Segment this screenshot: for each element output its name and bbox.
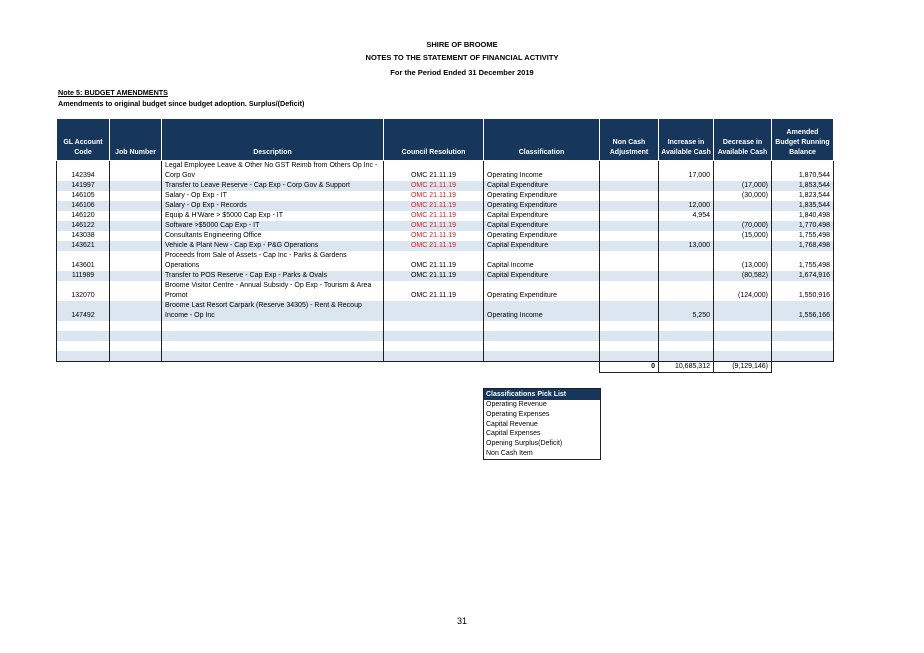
description-cell: Salary - Op Exp - Records <box>162 201 384 211</box>
increase-cell: 13,000 <box>659 241 714 251</box>
table-row <box>57 281 834 301</box>
empty-cell <box>162 351 384 362</box>
gl-code-cell: 146106 <box>57 201 110 211</box>
decrease-cell <box>714 201 772 211</box>
council-resolution-cell <box>384 301 484 321</box>
non-cash-cell <box>600 161 659 182</box>
empty-cell <box>110 321 162 331</box>
classification-cell: Operating Expenditure <box>484 281 600 301</box>
job-number-cell <box>110 201 162 211</box>
non-cash-cell <box>600 181 659 191</box>
increase-cell <box>659 221 714 231</box>
empty-cell <box>714 351 772 362</box>
decrease-cell: (15,000) <box>714 231 772 241</box>
empty-cell <box>162 362 384 373</box>
description-cell: Broome Visitor Centre - Annual Subsidy - Op Exp - Tourism & Area Promot <box>162 281 384 301</box>
balance-cell: 1,755,498 <box>772 251 834 271</box>
gl-code-cell: 142394 <box>57 161 110 182</box>
decrease-cell: (80,582) <box>714 271 772 281</box>
empty-cell <box>772 331 834 341</box>
description-cell: Proceeds from Sale of Assets - Cap Inc - Parks & Gardens Operations <box>162 251 384 271</box>
description-cell: Transfer to POS Reserve - Cap Exp - Parks & Ovals <box>162 271 384 281</box>
job-number-cell <box>110 181 162 191</box>
empty-cell <box>659 341 714 351</box>
council-resolution-cell: OMC 21.11.19 <box>384 201 484 211</box>
council-resolution-cell: OMC 21.11.19 <box>384 161 484 182</box>
non-cash-cell <box>600 191 659 201</box>
empty-cell <box>162 341 384 351</box>
empty-cell <box>484 362 600 373</box>
empty-cell <box>57 321 110 331</box>
empty-cell <box>384 362 484 373</box>
non-cash-cell <box>600 301 659 321</box>
empty-cell <box>772 321 834 331</box>
table-row <box>57 221 834 231</box>
empty-table-row <box>57 321 834 331</box>
empty-cell <box>484 321 600 331</box>
pick-list-item: Operating Expenses <box>486 410 550 418</box>
empty-cell <box>484 331 600 341</box>
empty-cell <box>714 331 772 341</box>
balance-cell: 1,550,916 <box>772 281 834 301</box>
gl-code-cell: 143038 <box>57 231 110 241</box>
report-period: For the Period Ended 31 December 2019 <box>390 68 534 77</box>
non-cash-cell <box>600 281 659 301</box>
empty-cell <box>384 341 484 351</box>
col-increase: Increase in Available Cash <box>659 119 714 161</box>
totals-row <box>57 362 834 373</box>
empty-cell <box>110 351 162 362</box>
classification-cell: Operating Expenditure <box>484 231 600 241</box>
description-cell: Software >$5000 Cap Exp - IT <box>162 221 384 231</box>
total-non-cash: 0 <box>600 362 659 373</box>
empty-cell <box>772 351 834 362</box>
empty-table-row <box>57 351 834 362</box>
classification-cell: Capital Expenditure <box>484 271 600 281</box>
non-cash-cell <box>600 271 659 281</box>
decrease-cell: (30,000) <box>714 191 772 201</box>
report-title: NOTES TO THE STATEMENT OF FINANCIAL ACTIVITY <box>365 53 559 62</box>
pick-list-item: Operating Revenue <box>486 401 547 408</box>
council-resolution-cell: OMC 21.11.19 <box>384 231 484 241</box>
description-cell: Consultants Engineering Office <box>162 231 384 241</box>
empty-table-row <box>57 331 834 341</box>
table-row <box>57 201 834 211</box>
classification-cell: Capital Expenditure <box>484 181 600 191</box>
balance-cell: 1,823,544 <box>772 191 834 201</box>
increase-cell: 4,954 <box>659 211 714 221</box>
description-cell: Broome Last Resort Carpark (Reserve 34305) - Rent & Recoup Income - Op Inc <box>162 301 384 321</box>
council-resolution-cell: OMC 21.11.19 <box>384 211 484 221</box>
job-number-cell <box>110 161 162 182</box>
empty-cell <box>600 331 659 341</box>
increase-cell <box>659 251 714 271</box>
empty-cell <box>714 341 772 351</box>
empty-cell <box>162 331 384 341</box>
decrease-cell <box>714 211 772 221</box>
empty-cell <box>384 351 484 362</box>
decrease-cell: (17,000) <box>714 181 772 191</box>
col-non-cash: Non Cash Adjustment <box>600 119 659 161</box>
pick-list-title: Classifications Pick List <box>484 389 600 400</box>
council-resolution-cell: OMC 21.11.19 <box>384 221 484 231</box>
description-cell: Equip & H'Ware > $5000 Cap Exp - IT <box>162 211 384 221</box>
decrease-cell <box>714 161 772 182</box>
council-resolution-cell: OMC 21.11.19 <box>384 281 484 301</box>
balance-cell: 1,870,544 <box>772 161 834 182</box>
total-decrease: (9,129,146) <box>714 362 772 373</box>
increase-cell <box>659 271 714 281</box>
empty-table-row <box>57 341 834 351</box>
pick-list-item: Capital Revenue <box>486 420 538 428</box>
description-cell: Legal Employee Leave & Other No GST Reimb from Others Op Inc - Corp Gov <box>162 161 384 182</box>
decrease-cell: (13,000) <box>714 251 772 271</box>
empty-cell <box>484 341 600 351</box>
classification-cell: Capital Expenditure <box>484 211 600 221</box>
table-row <box>57 161 834 182</box>
empty-cell <box>162 321 384 331</box>
empty-cell <box>57 351 110 362</box>
table-row <box>57 301 834 321</box>
decrease-cell: (70,000) <box>714 221 772 231</box>
pick-list-item: Non Cash Item <box>486 449 533 457</box>
non-cash-cell <box>600 231 659 241</box>
empty-cell <box>600 321 659 331</box>
gl-code-cell: 143601 <box>57 251 110 271</box>
job-number-cell <box>110 281 162 301</box>
gl-code-cell: 147492 <box>57 301 110 321</box>
gl-code-cell: 141997 <box>57 181 110 191</box>
council-resolution-cell: OMC 21.11.19 <box>384 241 484 251</box>
empty-cell <box>484 351 600 362</box>
job-number-cell <box>110 241 162 251</box>
job-number-cell <box>110 221 162 231</box>
job-number-cell <box>110 251 162 271</box>
balance-cell: 1,674,916 <box>772 271 834 281</box>
pick-list-item: Capital Expenses <box>486 430 541 438</box>
empty-cell <box>659 351 714 362</box>
empty-cell <box>57 331 110 341</box>
total-increase: 10,685,312 <box>659 362 714 373</box>
classification-cell: Capital Expenditure <box>484 241 600 251</box>
note-title: Note 5: BUDGET AMENDMENTS <box>58 88 168 97</box>
col-classification: Classification <box>484 119 600 161</box>
gl-code-cell: 146120 <box>57 211 110 221</box>
col-gl-code: GL Account Code <box>57 119 110 161</box>
balance-cell: 1,755,498 <box>772 231 834 241</box>
empty-cell <box>110 362 162 373</box>
balance-cell: 1,556,166 <box>772 301 834 321</box>
non-cash-cell <box>600 251 659 271</box>
job-number-cell <box>110 301 162 321</box>
classification-cell: Capital Income <box>484 251 600 271</box>
council-resolution-cell: OMC 21.11.19 <box>384 251 484 271</box>
council-resolution-cell: OMC 21.11.19 <box>384 181 484 191</box>
gl-code-cell: 146122 <box>57 221 110 231</box>
gl-code-cell: 111989 <box>57 271 110 281</box>
gl-code-cell: 132070 <box>57 281 110 301</box>
job-number-cell <box>110 271 162 281</box>
description-cell: Vehicle & Plant New - Cap Exp - P&G Operations <box>162 241 384 251</box>
decrease-cell: (124,000) <box>714 281 772 301</box>
table-row <box>57 251 834 271</box>
empty-cell <box>714 321 772 331</box>
classification-cell: Operating Income <box>484 301 600 321</box>
empty-cell <box>384 321 484 331</box>
non-cash-cell <box>600 221 659 231</box>
col-amended-balance: Amended Budget Running Balance <box>772 119 834 161</box>
balance-cell: 1,770,498 <box>772 221 834 231</box>
non-cash-cell <box>600 241 659 251</box>
empty-cell <box>772 341 834 351</box>
increase-cell <box>659 191 714 201</box>
increase-cell <box>659 281 714 301</box>
note-subtitle: Amendments to original budget since budget adoption. Surplus/(Deficit) <box>58 99 305 108</box>
balance-cell: 1,840,498 <box>772 211 834 221</box>
classification-cell: Capital Expenditure <box>484 221 600 231</box>
increase-cell: 12,000 <box>659 201 714 211</box>
increase-cell: 17,000 <box>659 161 714 182</box>
table-row <box>57 181 834 191</box>
gl-code-cell: 143621 <box>57 241 110 251</box>
decrease-cell <box>714 241 772 251</box>
empty-cell <box>600 351 659 362</box>
balance-cell: 1,768,498 <box>772 241 834 251</box>
page-number: 31 <box>456 616 467 626</box>
empty-cell <box>772 362 834 373</box>
col-description: Description <box>162 119 384 161</box>
empty-cell <box>659 331 714 341</box>
table-row <box>57 241 834 251</box>
col-council-resolution: Council Resolution <box>384 119 484 161</box>
empty-cell <box>57 362 110 373</box>
increase-cell: 5,250 <box>659 301 714 321</box>
empty-cell <box>384 331 484 341</box>
col-decrease: Decrease in Available Cash <box>714 119 772 161</box>
gl-code-cell: 146105 <box>57 191 110 201</box>
empty-cell <box>57 341 110 351</box>
table-row <box>57 231 834 241</box>
classifications-pick-list <box>483 388 601 460</box>
pick-list-item: Opening Surplus(Deficit) <box>486 440 563 448</box>
increase-cell <box>659 231 714 241</box>
table-header-row <box>57 119 834 161</box>
budget-amendments-table <box>56 118 834 373</box>
non-cash-cell <box>600 201 659 211</box>
classification-cell: Operating Expenditure <box>484 191 600 201</box>
empty-cell <box>110 331 162 341</box>
org-name: SHIRE OF BROOME <box>426 40 498 49</box>
job-number-cell <box>110 231 162 241</box>
classification-cell: Operating Income <box>484 161 600 182</box>
col-job-number: Job Number <box>110 119 162 161</box>
non-cash-cell <box>600 211 659 221</box>
table-row <box>57 191 834 201</box>
balance-cell: 1,853,544 <box>772 181 834 191</box>
decrease-cell <box>714 301 772 321</box>
increase-cell <box>659 181 714 191</box>
council-resolution-cell: OMC 21.11.19 <box>384 191 484 201</box>
balance-cell: 1,835,544 <box>772 201 834 211</box>
empty-cell <box>110 341 162 351</box>
empty-cell <box>600 341 659 351</box>
job-number-cell <box>110 211 162 221</box>
table-row <box>57 211 834 221</box>
job-number-cell <box>110 191 162 201</box>
council-resolution-cell: OMC 21.11.19 <box>384 271 484 281</box>
table-row <box>57 271 834 281</box>
description-cell: Transfer to Leave Reserve - Cap Exp - Corp Gov & Support <box>162 181 384 191</box>
empty-cell <box>659 321 714 331</box>
classification-cell: Operating Expenditure <box>484 201 600 211</box>
description-cell: Salary - Op Exp - IT <box>162 191 384 201</box>
